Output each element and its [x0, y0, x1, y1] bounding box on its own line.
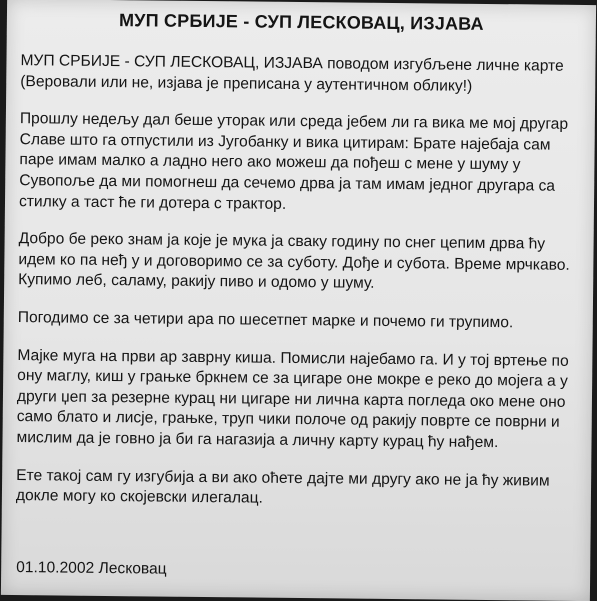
paragraph-intro: МУП СРБИЈЕ - СУП ЛЕСКОВАЦ, ИЗЈАВА поводом изгубљене личне карте (Веровали или не, изјава је преписана у аутентичном облику!) — [20, 52, 564, 95]
paragraph-closing: Ете такој сам гу изгубија а ви ако оћете дајте ми другу ако не ја ћу живим докле могу ко скојевски илегалац. — [15, 466, 550, 507]
paragraph-agreement: Добро бе реко знам ја које је мука ја сваку годину по снег цепим дрва ћу идем ко па неђ у и договоримо се за суботу. Дође и субота. Време мрчкаво. Купимо леб, саламу, ракију пиво и одомо у шуму. — [18, 230, 570, 293]
paragraph-loss: Мајке муга на први ар заврну киша. Помисли најебамо га. И у тој вртење по ону маглу, киш у грањке бркнем се за цигаре оне мокре е реко до мојега а у други џеп за резерне курац ни цигаре ни лична карта погледа око мене оно само блато и лисје, грањке, труп чики полоче од ракију поврте се поврни и мислим да је говно ја би га нагазија а личну карту курац ћу нађем. — [16, 346, 569, 452]
document-page — [1, 0, 596, 601]
document-title: МУП СРБИЈЕ - СУП ЛЕСКОВАЦ, ИЗЈАВА — [118, 10, 484, 34]
paragraph-deal: Погодимо се за четири ара по шесетпет марке и почемо ги трупимо. — [17, 308, 514, 332]
date-place-signature: 01.10.2002 Лесковац — [16, 559, 167, 578]
document-body — [16, 51, 582, 530]
paragraph-story-start: Прошлу недељу дал беше уторак или среда јебем ли га вика ме мој другар Славе што га отпустили из Југобанку и вика цитирам: Брате најебаја сам паре имам малко а ладно него ако можеш да пођеш с мене у шуму у Сувопоље да ми помогнеш да сечемо дрва ја там имам једног другара са стилку а таст ће ги дотера с трактор. — [18, 110, 569, 213]
